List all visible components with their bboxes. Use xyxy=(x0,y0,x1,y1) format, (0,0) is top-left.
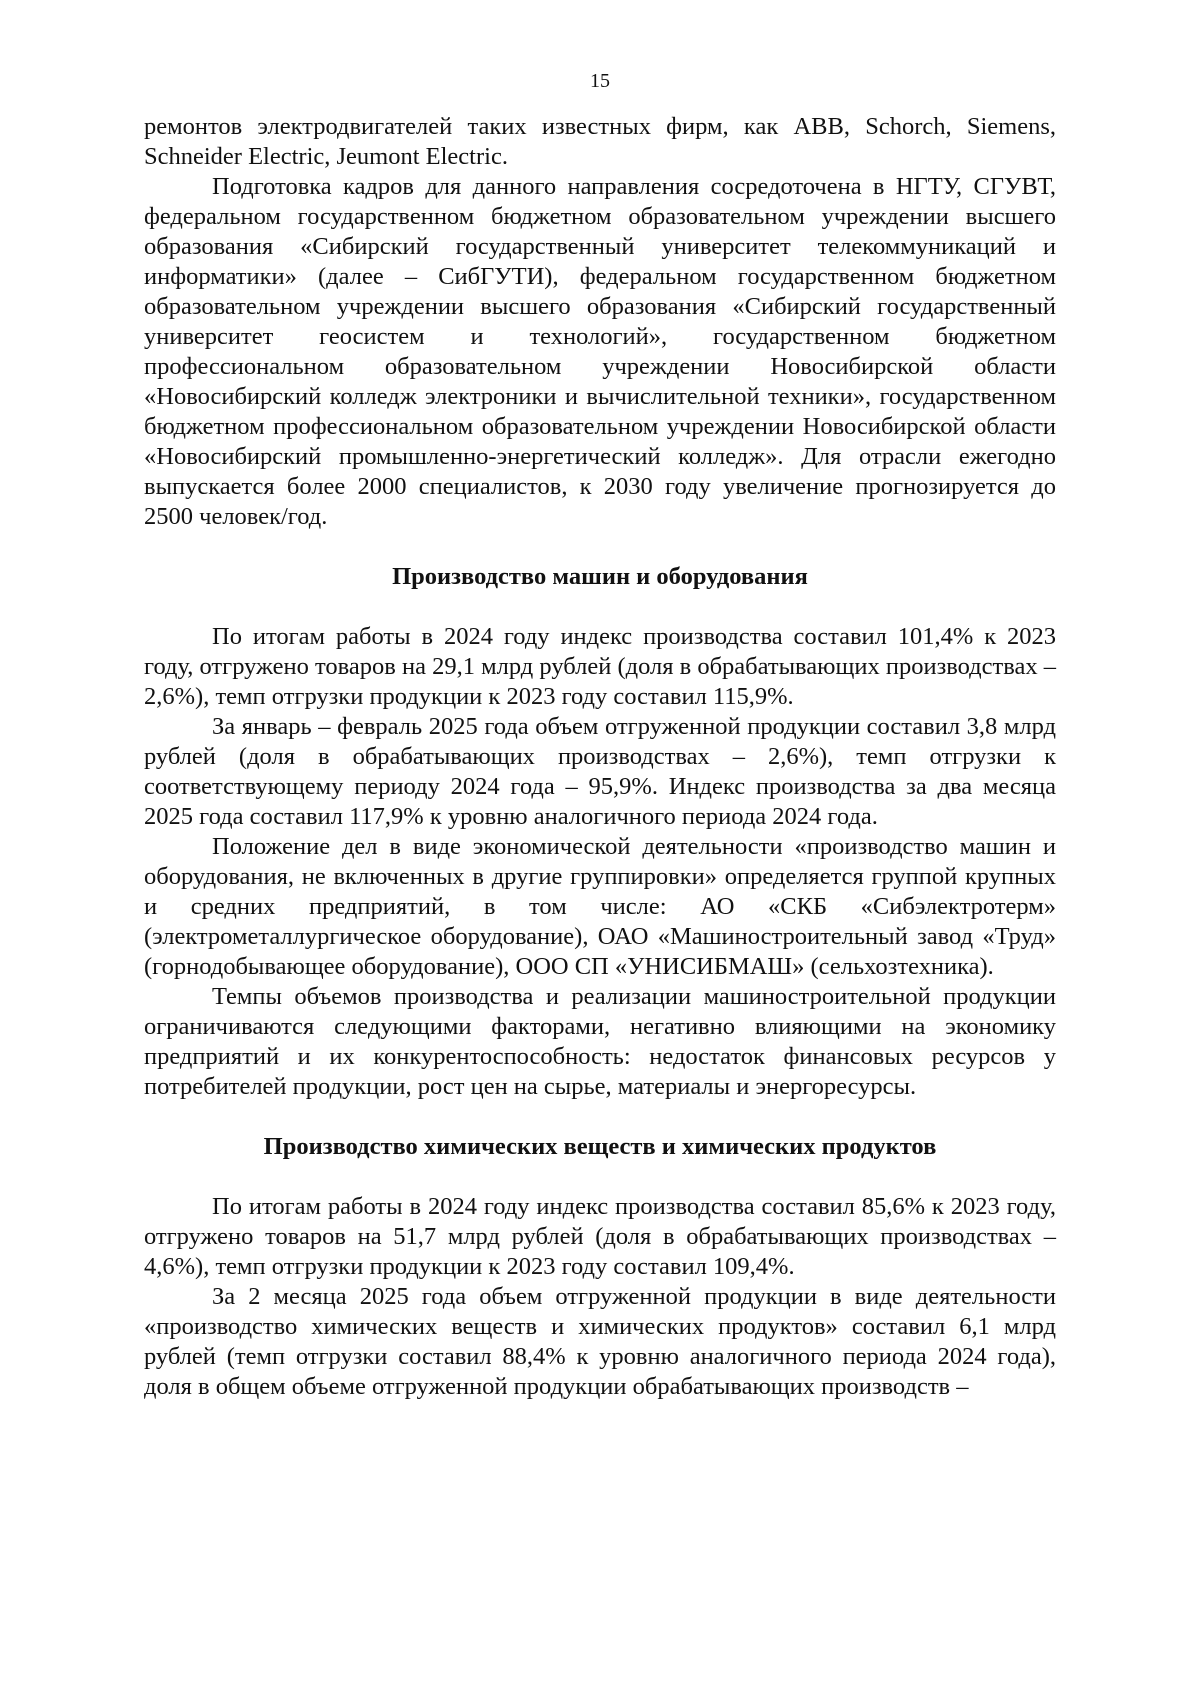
paragraph-machinery-enterprises: Положение дел в виде экономической деятельности «производство машин и оборудования, не включенных в другие группировки» определяется группой крупных и средних предприятий, в том числе: АО «СКБ «Сибэлектротерм» (электрометаллургическое оборудование), ОАО «Машиностроительный завод «Труд» (горнодобывающее оборудование), ООО СП «УНИСИБМАШ» (сельхозтехника). xyxy=(144,833,1056,980)
document-body xyxy=(144,112,1056,1402)
paragraph-continuation: ремонтов электродвигателей таких известных фирм, как ABB, Schorch, Siemens, Schneider Electric, Jeumont Electric. xyxy=(144,113,1056,170)
paragraph-personnel-training: Подготовка кадров для данного направления сосредоточена в НГТУ, СГУВТ, федеральном государственном бюджетном образовательном учреждении высшего образования «Сибирский государственный университет телекоммуникаций и информатики» (далее – СибГУТИ), федеральном государственном бюджетном образовательном учреждении высшего образования «Сибирский государственный университет геосистем и технологий», государственном бюджетном профессиональном образовательном учреждении Новосибирской области «Новосибирский колледж электроники и вычислительной техники», государственном бюджетном профессиональном образовательном учреждении Новосибирской области «Новосибирский промышленно-энергетический колледж». Для отрасли ежегодно выпускается более 2000 специалистов, к 2030 году увеличение прогнозируется до 2500 человек/год. xyxy=(144,173,1056,530)
paragraph-chemicals-2-months-2025: За 2 месяца 2025 года объем отгруженной продукции в виде деятельности «производство химических веществ и химических продуктов» составил 6,1 млрд рублей (темп отгрузки составил 88,4% к уровню аналогичного периода 2024 года), доля в общем объеме отгруженной продукции обрабатывающих производств – xyxy=(144,1283,1056,1400)
section-heading-chemicals: Производство химических веществ и химических продуктов xyxy=(263,1133,937,1160)
page-number: 15 xyxy=(590,70,610,92)
paragraph-machinery-2024-results: По итогам работы в 2024 году индекс производства составил 101,4% к 2023 году, отгружено товаров на 29,1 млрд рублей (доля в обрабатывающих производствах – 2,6%), темп отгрузки продукции к 2023 году составил 115,9%. xyxy=(144,623,1056,710)
section-heading-machinery: Производство машин и оборудования xyxy=(392,563,808,590)
paragraph-chemicals-2024-results: По итогам работы в 2024 году индекс производства составил 85,6% к 2023 году, отгружено товаров на 51,7 млрд рублей (доля в обрабатывающих производствах – 4,6%), темп отгрузки продукции к 2023 году составил 109,4%. xyxy=(144,1193,1056,1280)
paragraph-machinery-jan-feb-2025: За январь – февраль 2025 года объем отгруженной продукции составил 3,8 млрд рублей (доля в обрабатывающих производствах – 2,6%), темп отгрузки к соответствующему периоду 2024 года – 95,9%. Индекс производства за два месяца 2025 года составил 117,9% к уровню аналогичного периода 2024 года. xyxy=(144,713,1056,830)
paragraph-machinery-factors: Темпы объемов производства и реализации машиностроительной продукции ограничиваются следующими факторами, негативно влияющими на экономику предприятий и их конкурентоспособность: недостаток финансовых ресурсов у потребителей продукции, рост цен на сырье, материалы и энергоресурсы. xyxy=(144,983,1056,1100)
